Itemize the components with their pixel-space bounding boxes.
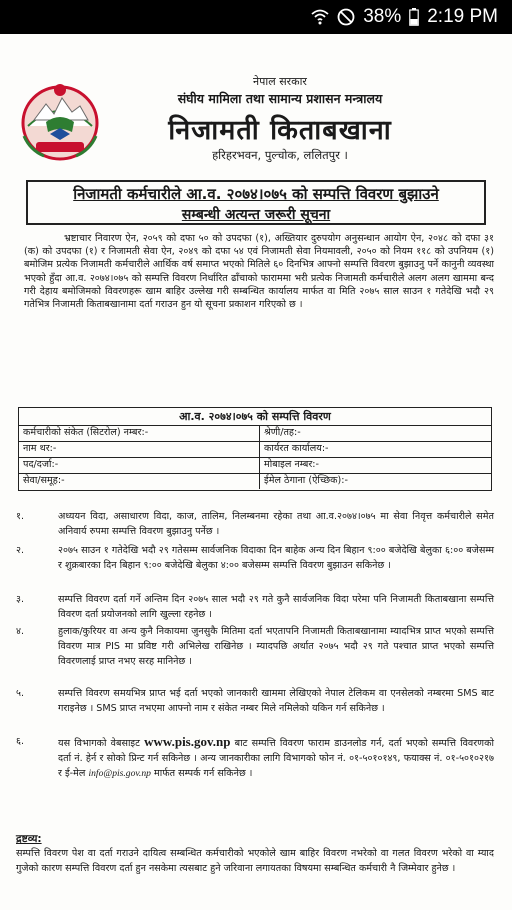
do-not-disturb-icon	[337, 8, 355, 26]
clock-time: 2:19 PM	[427, 6, 498, 27]
form-row	[19, 441, 491, 458]
item-number: १.	[16, 511, 25, 522]
item-text: सम्पत्ति विवरण दर्ता गर्ने अन्तिम दिन २०७५ साल भदौ २९ गते कुनै सार्वजनिक विदा परेमा पनि निजामती किताबखाना सम्पत्ति विवरण दर्ता प्रयोजनको लागि खुल्ला रहनेछ ।	[58, 594, 494, 620]
government-name: नेपाल सरकार	[253, 75, 307, 88]
nepal-emblem-icon	[16, 76, 104, 164]
battery-icon	[409, 8, 419, 26]
email-link[interactable]: info@pis.gov.np	[88, 768, 151, 779]
item-number: ३.	[16, 594, 25, 605]
form-field-label: मोबाइल नम्बर:-	[259, 457, 319, 473]
note-text: सम्पत्ति विवरण पेश वा दर्ता गराउने दायित्व सम्बन्धित कर्मचारीको भएकोले खाम बाहिर विवरण नभरेको वा गलत विवरण भरेको वा म्याद गुजेको कारण सम्पत्ति विवरण दर्ता हुन नसकेमा त्यसबाट हुने जरिवाना लगायतका विषयमा सम्बन्धित कर्मचारी नै जिम्मेवार हुनेछ ।	[16, 848, 494, 874]
department-address: हरिहरभवन, पुल्चोक, ललितपुर ।	[212, 148, 348, 162]
form-field-label: सेवा/समूह:-	[23, 475, 65, 486]
form-field-label: ईमेल ठेगाना (ऐच्छिक):-	[259, 473, 348, 489]
item-number: ५.	[16, 688, 25, 699]
form-field-label: पद/दर्जा:-	[23, 459, 59, 470]
notice-title-line-1: निजामती कर्मचारीले आ.व. २०७४।०७५ को सम्पत्ति विवरण बुझाउने	[73, 185, 439, 203]
form-row	[19, 425, 491, 442]
asset-details-form	[18, 407, 492, 491]
intro-paragraph: भ्रष्टाचार निवारण ऐन, २०५९ को दफा ५० को उपदफा (१), अख्तियार दुरुपयोग अनुसन्धान आयोग ऐन, २०४८ को दफा ३१ (क) को उपदफा (१) र निजामती सेवा ऐन, २०४९ को दफा ५४ एवं निजामती सेवा नियमावली, २०५० को नियम ११८ को उपनियम (१) बमोजिम प्रत्येक निजामती कर्मचारीले आर्थिक वर्ष समाप्त भएको मितिले ६० दिनभित्र आफ्नो सम्पत्ति विवरण बुझाउनु पर्ने कानुनी व्यवस्था भएको हुँदा आ.व. २०७४।०७५ को सम्पत्ति विवरण निर्धारित ढाँचाको फाराममा भरी प्रत्येक निजामती कर्मचारीले अलग अलग खाममा बन्द गरी देहाय बमोजिमको विवरणहरू खाम बाहिर उल्लेख गरी सम्बन्धित कार्यालय मार्फत वा मिति २०७५ साल साउन १ गतेदेखि भदौ २९ गतेभित्र निजामती किताबखानामा दर्ता गराउन हुन यो सूचना प्रकाशन गरिएको छ ।	[24, 233, 494, 311]
form-field-label: श्रेणी/तह:-	[259, 425, 301, 441]
notice-document	[0, 34, 512, 910]
item-text-part: बाट सम्पत्ति विवरण फाराम डाउनलोड गर्न, दर्ता भएको सम्पत्ति विवरणको दर्ता नं. हेर्न र सोको प्रिन्ट गर्न सकिनेछ । अन्य जानकारीका लागि विभागको फोन नं. ०१-५०१०१४९, फयाक्स नं. ०१-५०१०२१७ र ई-मेल	[58, 738, 494, 779]
item-text: सम्पत्ति विवरण समयभित्र प्राप्त भई दर्ता भएको जानकारी खाममा लेखिएको नेपाल टेलिकम वा एनसेलको नम्बरमा SMS बाट गराइनेछ । SMS प्राप्त नभएमा आफ्नो नाम र संकेत नम्बर मिले नमिलेको यकिन गर्न सकिनेछ ।	[58, 688, 494, 714]
battery-percentage: 38%	[363, 6, 402, 27]
item-text: हुलाक/कुरियर वा अन्य कुनै निकायमा जुनसुकै मितिमा दर्ता भएतापनि निजामती किताबखानामा म्यादभित्र प्राप्त भएको सम्पत्ति विवरण मात्र PIS मा प्रविष्ट गरी अभिलेख राखिनेछ । म्यादपछि अर्थात २०७५ भदौ २९ गते पश्चात प्राप्त भएको सम्पत्ति विवरणलाई प्राप्त नभए सरह मानिनेछ ।	[58, 626, 494, 667]
form-field-label: कार्यरत कार्यालय:-	[259, 441, 329, 457]
item-text: २०७५ साउन १ गतेदेखि भदौ २९ गतेसम्म सार्वजनिक विदाका दिन बाहेक अन्य दिन बिहान ९:०० बजेदेखि बेलुका ६:०० बजेसम्म र शुक्रबारका दिन बिहान ९:०० बजेदेखि बेलुका ४:०० बजेसम्म सम्पत्ति विवरण बुझाउन सकिनेछ ।	[58, 545, 494, 571]
item-text-part: यस विभागको वेबसाइट	[58, 738, 140, 749]
form-field-label: नाम थर:-	[23, 443, 57, 454]
form-field-label: कर्मचारीको संकेत (सिटरोल) नम्बर:-	[23, 427, 149, 438]
department-name: निजामती किताबखाना	[168, 115, 392, 146]
item-text-part: मार्फत सम्पर्क गर्न सकिनेछ ।	[154, 768, 253, 779]
item-number: २.	[16, 545, 25, 556]
wifi-icon	[311, 9, 329, 25]
item-text	[58, 734, 494, 781]
website-link[interactable]: www.pis.gov.np	[144, 734, 231, 749]
note-heading: द्रष्टव्य:	[16, 833, 42, 845]
notice-title-box	[26, 180, 486, 225]
item-number: ६.	[16, 736, 25, 747]
item-text: अध्ययन विदा, असाधारण विदा, काज, तालिम, निलम्बनमा रहेका तथा आ.व.२०७४।०७५ मा सेवा निवृत्त कर्मचारीले समेत अनिवार्य रुपमा सम्पत्ति विवरण बुझाउनु पर्नेछ ।	[58, 511, 494, 537]
form-row	[19, 457, 491, 474]
status-bar	[0, 0, 512, 34]
item-number: ४.	[16, 626, 25, 637]
form-title: आ.व. २०७४।०७५ को सम्पत्ति विवरण	[19, 408, 491, 426]
ministry-name: संघीय मामिला तथा सामान्य प्रशासन मन्त्रालय	[177, 91, 383, 106]
notice-title-line-2: सम्बन्धी अत्यन्त जरूरी सूचना	[181, 207, 331, 223]
form-row	[19, 473, 491, 489]
